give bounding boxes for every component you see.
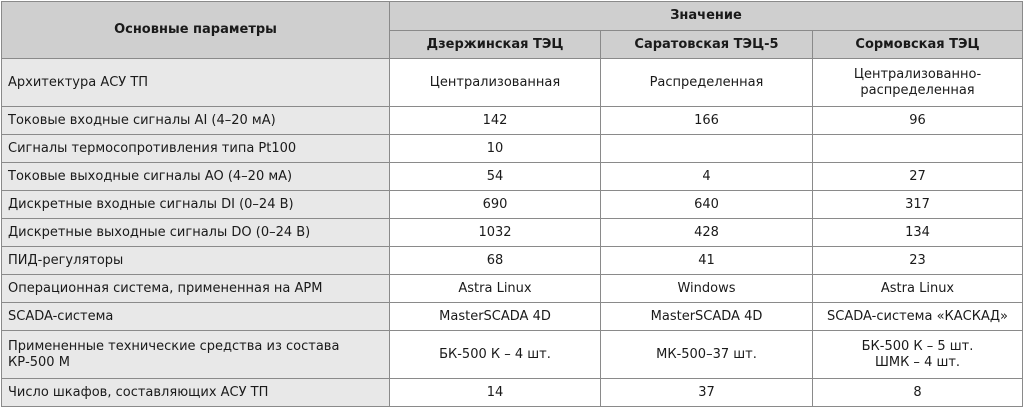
- value-line: ШМК – 4 шт.: [874, 354, 961, 370]
- value-line: 690: [482, 196, 508, 212]
- value-line: 142: [482, 112, 508, 128]
- row-label: Дискретные входные сигналы DI (0–24 В): [2, 191, 390, 219]
- parameters-table: [1, 1, 1023, 407]
- value-line: 37: [698, 384, 715, 400]
- table-row: [2, 303, 1023, 331]
- value-line: Astra Linux: [880, 280, 955, 296]
- value-line: 8: [913, 384, 922, 400]
- table-row: [2, 331, 1023, 379]
- value-line: 4: [702, 168, 711, 184]
- value-cell: [813, 163, 1023, 191]
- value-line: МК-500–37 шт.: [656, 346, 757, 362]
- value-cell: [813, 107, 1023, 135]
- table-row: [2, 191, 1023, 219]
- value-cell: [813, 219, 1023, 247]
- value-cell: [390, 135, 601, 163]
- value-line: 27: [909, 168, 926, 184]
- value-cell: [813, 331, 1023, 379]
- value-cell: [390, 163, 601, 191]
- value-cell: [813, 191, 1023, 219]
- table-row: [2, 135, 1023, 163]
- row-label: Дискретные выходные сигналы DO (0–24 В): [2, 219, 390, 247]
- value-line: 166: [694, 112, 719, 128]
- value-line: Windows: [677, 280, 736, 296]
- value-cell: [601, 379, 813, 407]
- value-cell: [390, 219, 601, 247]
- value-cell: [601, 247, 813, 275]
- row-label: Примененные технические средства из состава КР-500 М: [2, 331, 390, 379]
- value-cell: [601, 135, 813, 163]
- value-cell: [601, 107, 813, 135]
- value-line: MasterSCADA 4D: [439, 308, 551, 324]
- value-cell: [390, 379, 601, 407]
- table-row: [2, 219, 1023, 247]
- value-cell: [813, 275, 1023, 303]
- value-cell: [813, 247, 1023, 275]
- value-line: 23: [909, 252, 926, 268]
- row-label: Сигналы термосопротивления типа Pt100: [2, 135, 390, 163]
- row-label: Архитектура АСУ ТП: [2, 59, 390, 107]
- value-cell: [601, 303, 813, 331]
- value-cell: [601, 275, 813, 303]
- value-cell: [813, 135, 1023, 163]
- value-cell: [601, 219, 813, 247]
- value-cell: [813, 379, 1023, 407]
- value-line: 10: [486, 140, 504, 156]
- value-cell: [390, 59, 601, 107]
- header-plant-saratov: Саратовская ТЭЦ-5: [601, 31, 813, 59]
- value-line: Astra Linux: [458, 280, 532, 296]
- value-line: 68: [486, 252, 504, 268]
- value-line: Централизованная: [429, 74, 561, 90]
- value-cell: [390, 331, 601, 379]
- value-cell: [390, 247, 601, 275]
- value-cell: [813, 59, 1023, 107]
- value-line: MasterSCADA 4D: [650, 308, 763, 324]
- value-cell: [390, 107, 601, 135]
- value-line: 134: [905, 224, 930, 240]
- row-label: Операционная система, примененная на АРМ: [2, 275, 390, 303]
- value-cell: [601, 191, 813, 219]
- value-line: БК-500 К – 4 шт.: [439, 346, 551, 362]
- table-row: [2, 275, 1023, 303]
- value-line: 640: [694, 196, 719, 212]
- header-parameters: Основные параметры: [2, 2, 390, 59]
- header-plant-sormovo: Сормовская ТЭЦ: [813, 31, 1023, 59]
- table-body: [2, 59, 1023, 407]
- row-label: Число шкафов, составляющих АСУ ТП: [2, 379, 390, 407]
- header-value-group: Значение: [390, 2, 1023, 31]
- value-cell: [601, 59, 813, 107]
- value-line: 41: [698, 252, 715, 268]
- value-line: Распределенная: [649, 74, 764, 90]
- value-line: 428: [694, 224, 719, 240]
- value-cell: [390, 191, 601, 219]
- value-line: 96: [909, 112, 926, 128]
- value-line: SCADA-система «КАСКАД»: [827, 308, 1008, 324]
- value-cell: [601, 331, 813, 379]
- row-label: Токовые выходные сигналы AO (4–20 мА): [2, 163, 390, 191]
- value-line: 317: [905, 196, 930, 212]
- value-line: 14: [486, 384, 504, 400]
- value-line: распределенная: [860, 82, 975, 98]
- row-label: Токовые входные сигналы AI (4–20 мА): [2, 107, 390, 135]
- table-row: [2, 107, 1023, 135]
- value-line: Централизованно-: [853, 66, 982, 82]
- header-plant-dzerzhinsk: Дзержинская ТЭЦ: [390, 31, 601, 59]
- value-line: 54: [486, 168, 504, 184]
- row-label: ПИД-регуляторы: [2, 247, 390, 275]
- value-line: БК-500 К – 5 шт.: [861, 338, 974, 354]
- table-row: [2, 59, 1023, 107]
- table-row: [2, 163, 1023, 191]
- value-cell: [813, 303, 1023, 331]
- row-label: SCADA-система: [2, 303, 390, 331]
- value-cell: [390, 303, 601, 331]
- value-cell: [601, 163, 813, 191]
- table-row: [2, 247, 1023, 275]
- value-line: 1032: [478, 224, 512, 240]
- table-row: [2, 379, 1023, 407]
- value-cell: [390, 275, 601, 303]
